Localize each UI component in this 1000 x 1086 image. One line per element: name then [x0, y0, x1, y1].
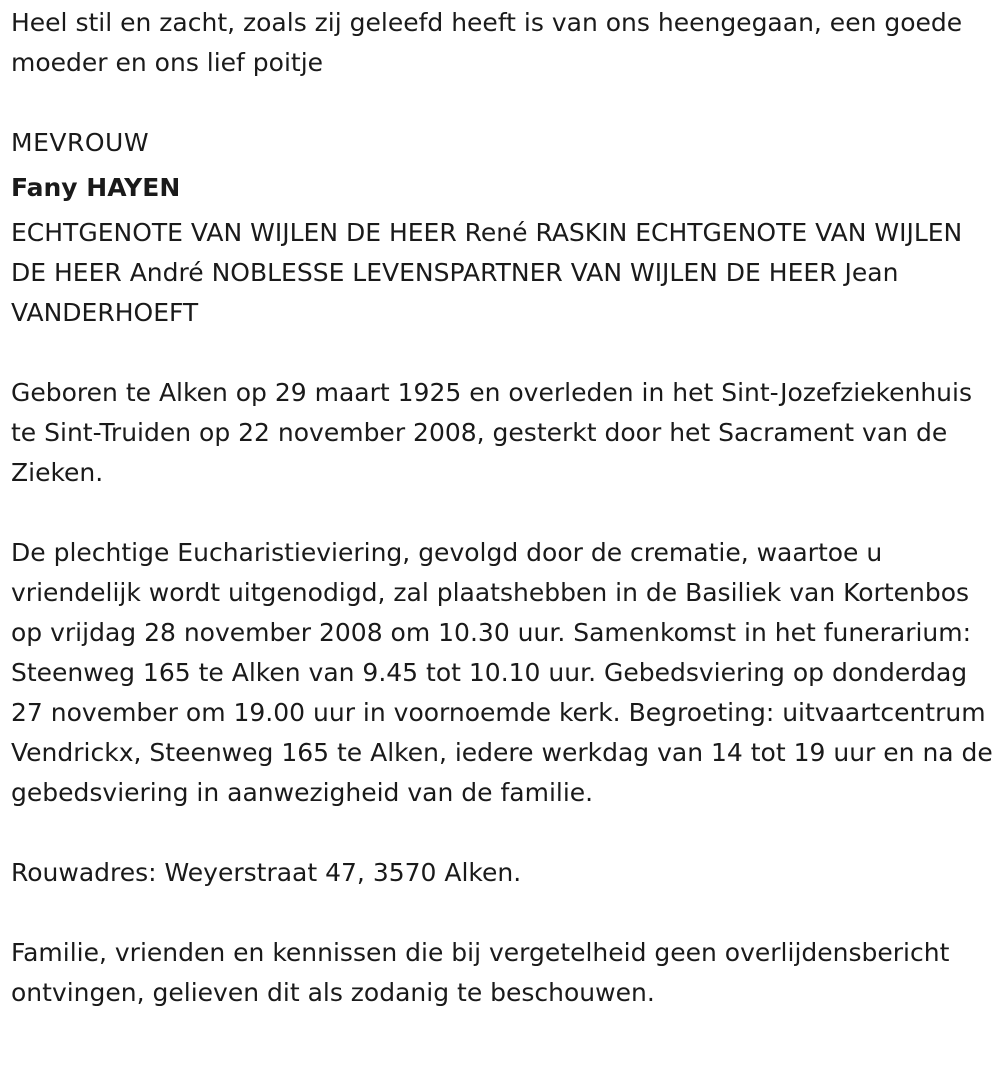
spacer	[11, 493, 996, 533]
closing-paragraph: Familie, vrienden en kennissen die bij vergetelheid geen overlijdensbericht ontvingen, gelieven dit als zodanig te beschouwen.	[11, 938, 950, 1007]
birth-death-paragraph: Geboren te Alken op 29 maart 1925 en overleden in het Sint-Jozefziekenhuis te Sint-Truiden op 22 november 2008, gesterkt door het Sacrament van de Zieken.	[11, 378, 972, 487]
deceased-name: Fany HAYEN	[11, 173, 181, 202]
relations-paragraph: ECHTGENOTE VAN WIJLEN DE HEER René RASKIN ECHTGENOTE VAN WIJLEN DE HEER André NOBLESSE LEVENSPARTNER VAN WIJLEN DE HEER Jean VANDERHOEFT	[11, 218, 963, 327]
title-label: MEVROUW	[11, 128, 150, 157]
spacer	[11, 893, 996, 933]
intro-paragraph: Heel stil en zacht, zoals zij geleefd heeft is van ons heengegaan, een goede moeder en ons lief poitje	[11, 8, 963, 77]
spacer	[11, 333, 996, 373]
spacer	[11, 83, 996, 123]
obituary-text	[11, 3, 996, 1013]
address-line: Rouwadres: Weyerstraat 47, 3570 Alken.	[11, 858, 522, 887]
ceremony-paragraph: De plechtige Eucharistieviering, gevolgd door de crematie, waartoe u vriendelijk wordt uitgenodigd, zal plaatshebben in de Basiliek van Kortenbos op vrijdag 28 november 2008 om 10.30 uur. Samenkomst in het funerarium: Steenweg 165 te Alken van 9.45 tot 10.10 uur. Gebedsviering op donderdag 27 november om 19.00 uur in voornoemde kerk. Begroeting: uitvaartcentrum Vendrickx, Steenweg 165 te Alken, iedere werkdag van 14 tot 19 uur en na de gebedsviering in aanwezigheid van de familie.	[11, 538, 993, 807]
spacer	[11, 813, 996, 853]
